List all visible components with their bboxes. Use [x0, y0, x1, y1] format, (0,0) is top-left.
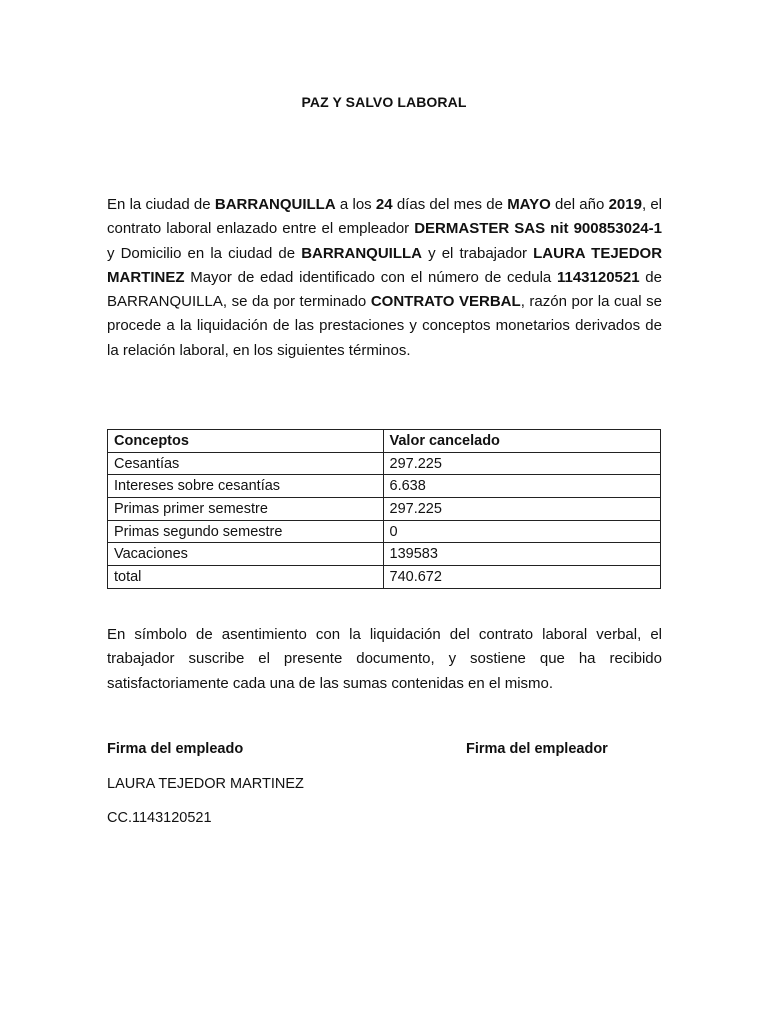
day-value: 24	[375, 196, 393, 213]
city-name: BARRANQUILLA	[301, 244, 423, 262]
intro-text: a los	[335, 196, 376, 213]
intro-text: del año	[550, 196, 609, 213]
value-cell: 139583	[383, 543, 661, 566]
value-cell: 0	[383, 520, 661, 543]
document-title: PAZ Y SALVO LABORAL	[301, 94, 467, 110]
intro-paragraph	[107, 193, 662, 363]
table-row	[108, 452, 661, 475]
value-cell: 297.225	[383, 498, 661, 521]
employee-signature-label: Firma del empleado	[107, 741, 244, 757]
cedula-number: 1143120521	[556, 268, 640, 286]
employee-cc: CC.1143120521	[107, 810, 212, 826]
table-header-row	[108, 430, 661, 453]
year-value: 2019	[608, 196, 642, 213]
closing-paragraph: En símbolo de asentimiento con la liquidación del contrato laboral verbal, el trabajador suscribe el presente documento, y sostiene que ha recibido satisfactoriamente cada una de las sumas contenidas en el mismo.	[107, 626, 662, 692]
city-name: BARRANQUILLA	[214, 196, 336, 213]
table-row	[108, 475, 661, 498]
intro-text: Mayor de edad identificado con el número de cedula	[184, 268, 557, 286]
month-value: MAYO	[507, 196, 551, 213]
intro-text: , razón por la cual se procede a la liquidación de las prestaciones y conceptos monetarios derivados de la relación laboral, en los siguientes términos.	[107, 293, 662, 359]
concept-cell: total	[108, 566, 384, 589]
concept-cell: Primas segundo semestre	[108, 520, 384, 543]
table-row	[108, 520, 661, 543]
concepts-table	[107, 429, 661, 589]
intro-text: y Domicilio en la ciudad de	[107, 244, 302, 262]
employee-name: LAURA TEJEDOR MARTINEZ	[107, 776, 304, 792]
intro-text: de BARRANQUILLA, se da por terminado	[107, 268, 662, 311]
intro-text: En la ciudad de	[107, 196, 215, 213]
table-row	[108, 543, 661, 566]
table-row-total	[108, 566, 661, 589]
contract-type: CONTRATO VERBAL	[370, 293, 521, 311]
employer-name: DERMASTER SAS nit 900853024-1	[414, 220, 662, 238]
worker-name: LAURA TEJEDOR MARTINEZ	[107, 244, 663, 286]
value-cell: 6.638	[383, 475, 661, 498]
column-header-value: Valor cancelado	[383, 430, 661, 453]
value-cell: 297.225	[383, 452, 661, 475]
table-row	[108, 498, 661, 521]
concept-cell: Cesantías	[108, 452, 384, 475]
intro-text: , el contrato laboral enlazado entre el empleador	[107, 196, 663, 238]
concept-cell: Vacaciones	[108, 543, 384, 566]
concept-cell: Intereses sobre cesantías	[108, 475, 384, 498]
concept-cell: Primas primer semestre	[108, 498, 384, 521]
intro-text: y el trabajador	[422, 244, 534, 262]
column-header-concepts: Conceptos	[108, 430, 384, 453]
employer-signature-label: Firma del empleador	[466, 741, 608, 757]
intro-text: días del mes de	[392, 196, 508, 213]
value-cell: 740.672	[383, 566, 661, 589]
